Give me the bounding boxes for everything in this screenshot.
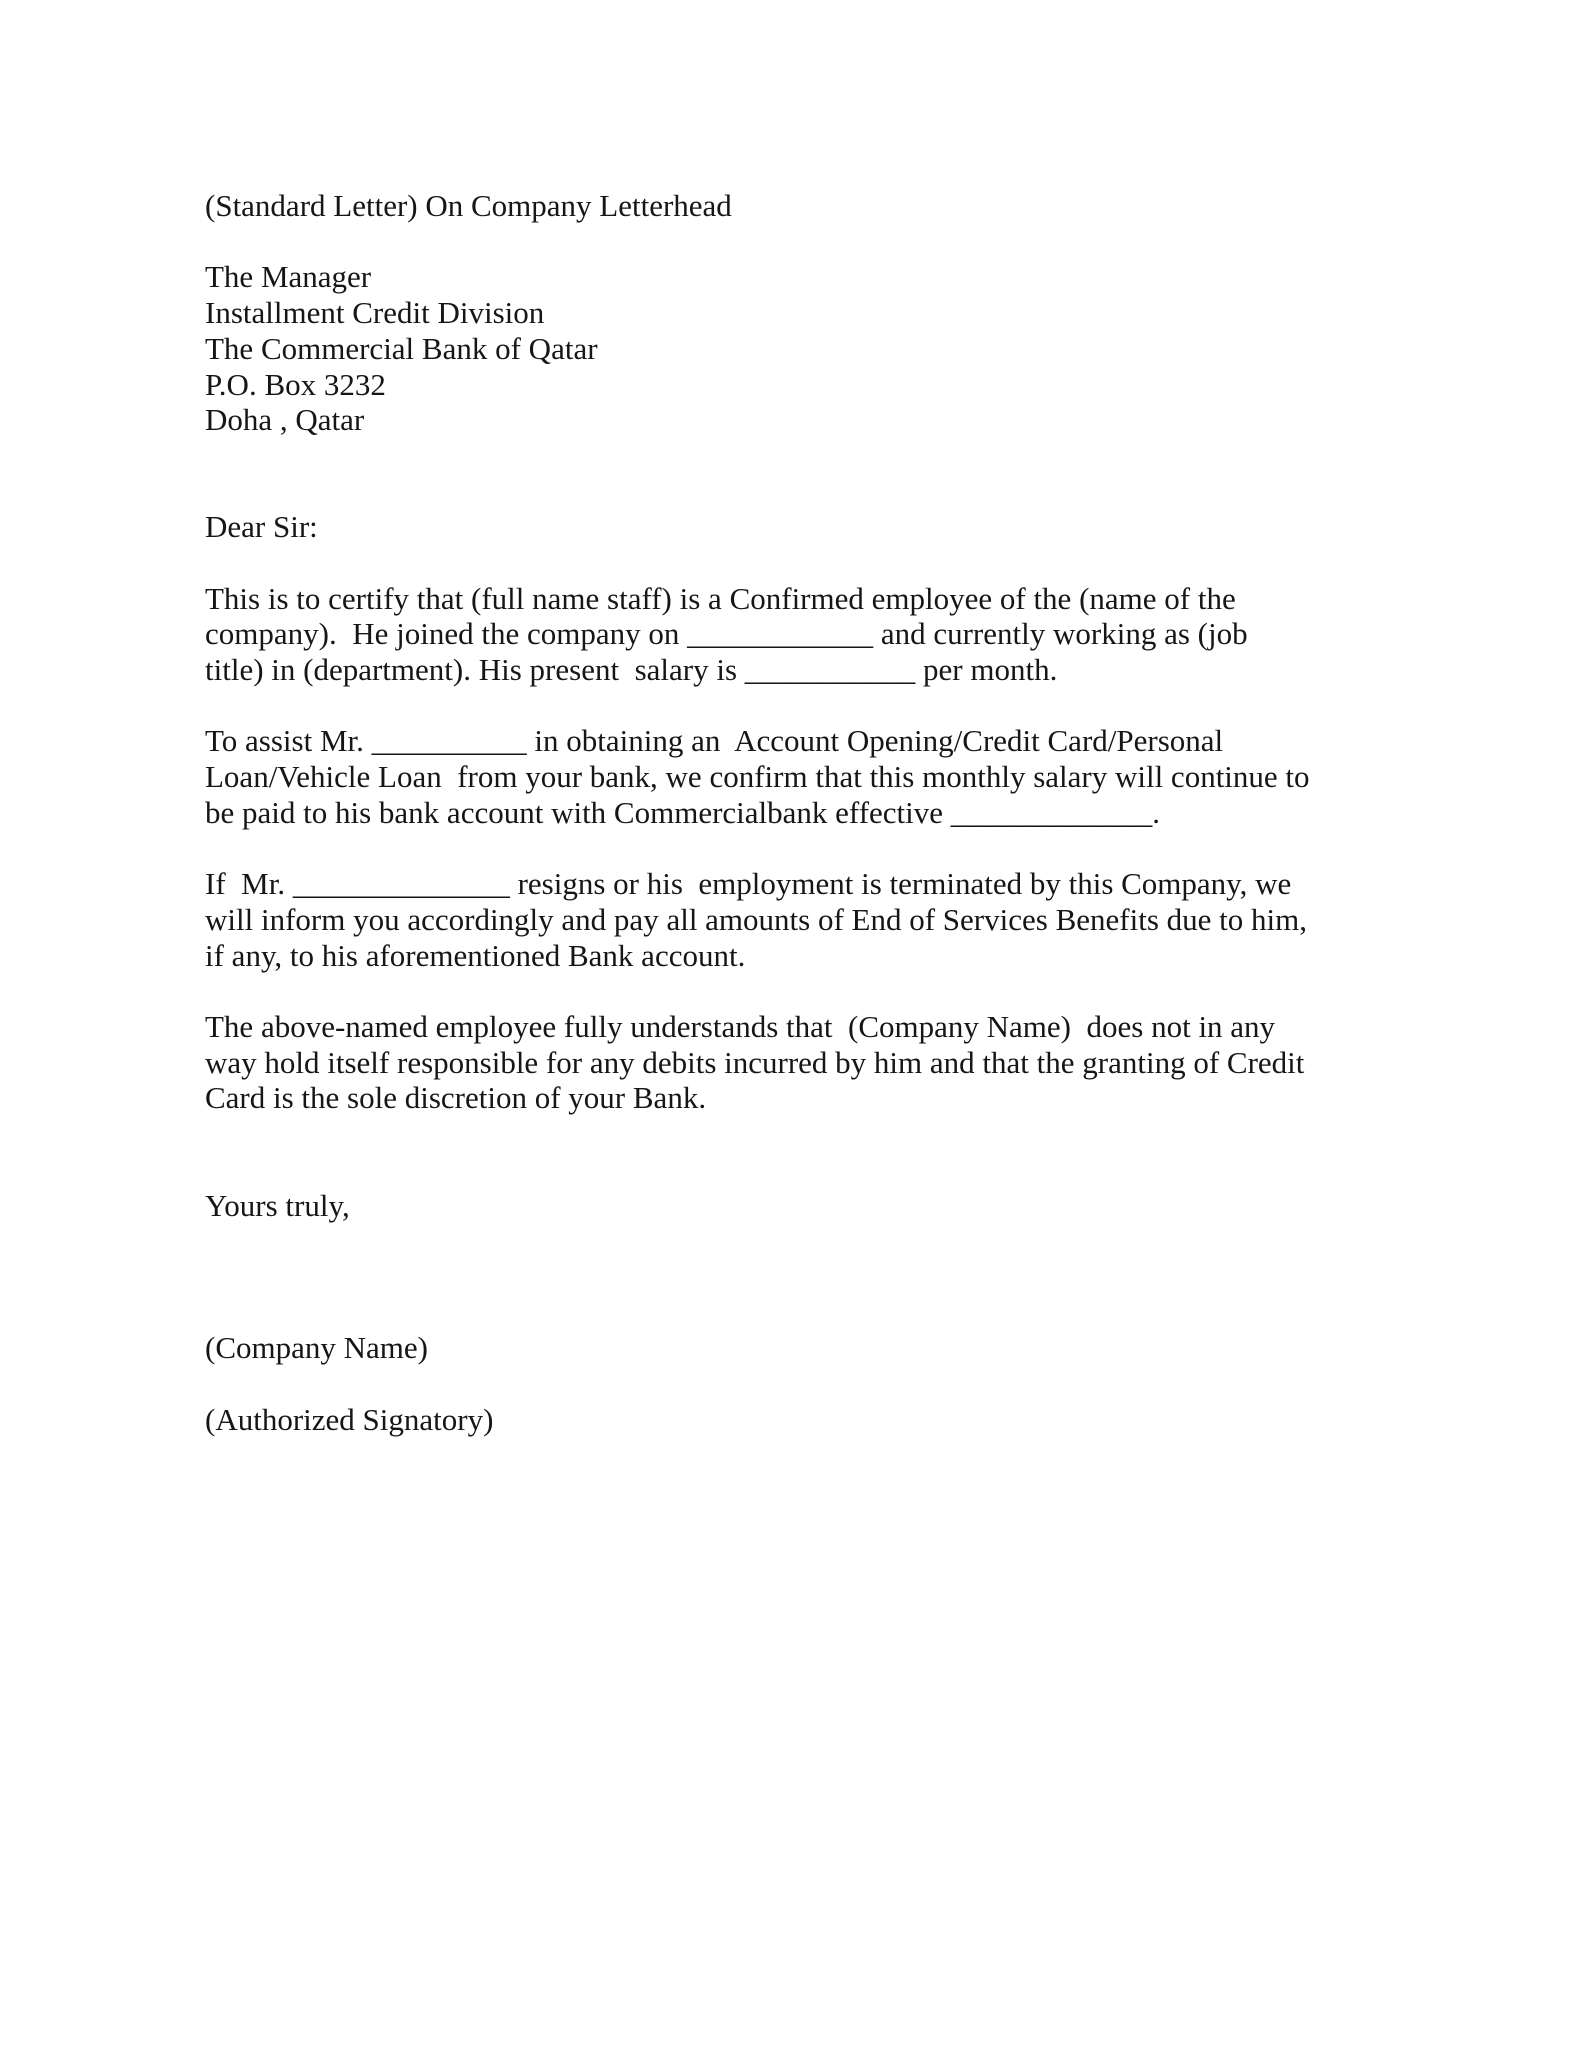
signature-company: (Company Name) [205, 1330, 428, 1366]
paragraph-resignation [205, 866, 1465, 973]
paragraph-resignation-line2: will inform you accordingly and pay all amounts of End of Services Benefits due to him, [205, 901, 1307, 937]
recipient-bank: The Commercial Bank of Qatar [205, 330, 598, 366]
recipient-city: Doha , Qatar [205, 402, 365, 438]
paragraph-resignation-line3: if any, to his aforementioned Bank account. [205, 937, 746, 973]
paragraph-assistance [205, 723, 1465, 830]
closing: Yours truly, [205, 1187, 350, 1223]
paragraph-responsibility [205, 1009, 1465, 1116]
paragraph-responsibility-line2: way hold itself responsible for any debits incurred by him and that the granting of Credit [205, 1044, 1305, 1080]
paragraph-assistance-line1: To assist Mr. __________ in obtaining an Account Opening/Credit Card/Personal [205, 723, 1224, 759]
letter-heading: (Standard Letter) On Company Letterhead [205, 188, 732, 223]
letter-body [205, 188, 1465, 1437]
paragraph-certification-line3: title) in (department). His present salary is ___________ per month. [205, 652, 1058, 688]
paragraph-assistance-line3: be paid to his bank account with Commercialbank effective _____________. [205, 794, 1161, 830]
recipient-po-box: P.O. Box 3232 [205, 366, 386, 402]
paragraph-resignation-line1: If Mr. ______________ resigns or his employment is terminated by this Company, we [205, 866, 1292, 902]
recipient-title: The Manager [205, 259, 372, 295]
paragraph-assistance-line2: Loan/Vehicle Loan from your bank, we confirm that this monthly salary will continue to [205, 759, 1310, 795]
paragraph-certification [205, 581, 1465, 688]
salutation: Dear Sir: [205, 509, 318, 545]
recipient-division: Installment Credit Division [205, 295, 545, 331]
paragraph-responsibility-line3: Card is the sole discretion of your Bank. [205, 1080, 707, 1116]
paragraph-certification-line1: This is to certify that (full name staff) is a Confirmed employee of the (name of the [205, 580, 1236, 616]
paragraph-certification-line2: company). He joined the company on ____________ and currently working as (job [205, 616, 1248, 652]
paragraph-responsibility-line1: The above-named employee fully understands that (Company Name) does not in any [205, 1009, 1276, 1045]
signature-authorized: (Authorized Signatory) [205, 1401, 494, 1437]
recipient-address-block [205, 259, 1465, 438]
